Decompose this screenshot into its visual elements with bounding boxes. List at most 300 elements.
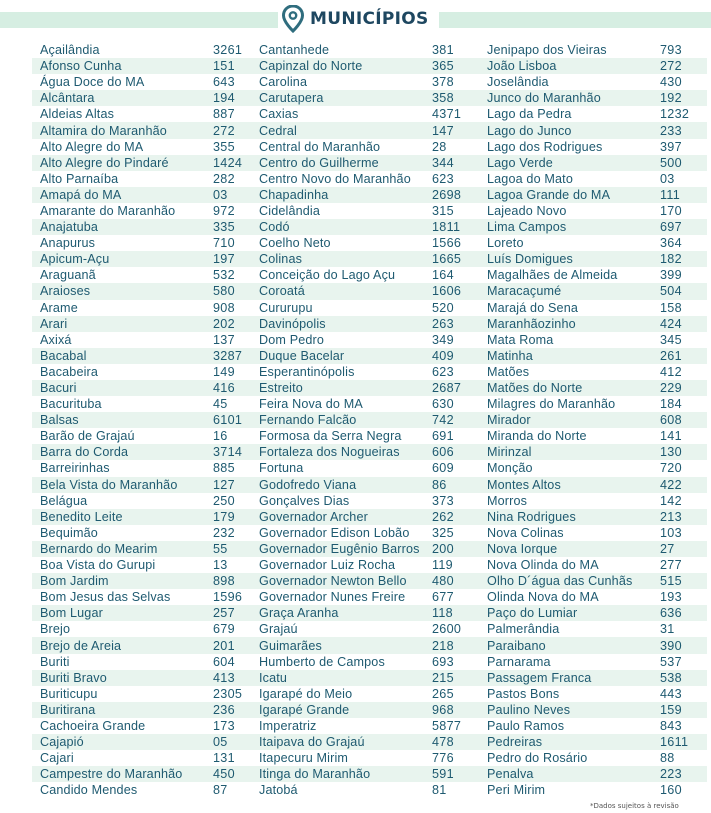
- municipality-name: Olinda Nova do MA: [487, 590, 599, 605]
- municipality-name: Alto Alegre do MA: [40, 139, 144, 154]
- municipality-name: Igarapé Grande: [259, 702, 350, 717]
- municipality-value: 609: [432, 461, 454, 476]
- municipality-row: [32, 702, 260, 718]
- municipality-value: 200: [432, 541, 454, 556]
- municipality-name: Jenipapo dos Vieiras: [487, 43, 607, 58]
- municipality-row: [479, 654, 707, 670]
- municipality-value: 119: [432, 558, 453, 573]
- municipality-name: Icatu: [259, 670, 288, 685]
- municipality-name: Lagoa Grande do MA: [487, 187, 611, 202]
- municipality-value: 710: [213, 236, 235, 251]
- municipality-value: 223: [660, 767, 682, 782]
- municipality-value: 160: [660, 783, 682, 798]
- municipality-row: [479, 509, 707, 525]
- municipality-name: Matões: [487, 364, 530, 379]
- municipality-name: Governador Luiz Rocha: [259, 558, 396, 573]
- municipality-row: [32, 509, 260, 525]
- municipality-row: [251, 718, 479, 734]
- municipality-name: Benedito Leite: [40, 509, 123, 524]
- municipality-value: 194: [213, 91, 235, 106]
- municipality-row: [32, 139, 260, 155]
- municipality-value: 345: [660, 332, 682, 347]
- municipality-row: [479, 573, 707, 589]
- municipality-row: [251, 702, 479, 718]
- municipality-row: [32, 670, 260, 686]
- municipality-value: 887: [213, 107, 235, 122]
- municipality-value: 355: [213, 139, 235, 154]
- municipality-name: Lima Campos: [487, 220, 567, 235]
- municipality-name: Centro Novo do Maranhão: [259, 171, 411, 186]
- municipality-row: [251, 782, 479, 798]
- municipality-name: Marajá do Sena: [487, 300, 579, 315]
- municipality-row: [479, 316, 707, 332]
- municipality-value: 261: [660, 348, 682, 363]
- municipality-value: 3714: [213, 445, 243, 460]
- municipality-row: [251, 637, 479, 653]
- municipality-name: Milagres do Maranhão: [487, 397, 616, 412]
- municipality-row: [251, 203, 479, 219]
- municipality-name: Bacurituba: [40, 397, 102, 412]
- municipality-row: [32, 42, 260, 58]
- municipality-value: 908: [213, 300, 235, 315]
- municipality-name: Buritirana: [40, 702, 96, 717]
- municipality-value: 1665: [432, 252, 462, 267]
- municipality-name: Axixá: [40, 332, 72, 347]
- municipality-name: Miranda do Norte: [487, 429, 587, 444]
- municipality-row: [32, 557, 260, 573]
- municipality-value: 315: [432, 203, 454, 218]
- municipality-name: Coelho Neto: [259, 236, 331, 251]
- municipality-value: 580: [213, 284, 235, 299]
- municipality-value: 390: [660, 638, 682, 653]
- municipality-name: João Lisboa: [487, 59, 557, 74]
- municipality-name: Codó: [259, 220, 290, 235]
- municipality-row: [479, 300, 707, 316]
- municipality-row: [251, 187, 479, 203]
- municipality-row: [479, 283, 707, 299]
- municipality-value: 55: [213, 541, 228, 556]
- municipality-value: 31: [660, 622, 675, 637]
- municipality-value: 504: [660, 284, 682, 299]
- municipality-value: 147: [432, 123, 454, 138]
- municipality-value: 87: [213, 783, 228, 798]
- municipality-name: Carolina: [259, 75, 308, 90]
- municipality-row: [251, 477, 479, 493]
- municipality-row: [32, 525, 260, 541]
- municipality-value: 4371: [432, 107, 462, 122]
- municipality-value: 1596: [213, 590, 243, 605]
- municipality-value: 636: [660, 606, 682, 621]
- municipality-row: [251, 251, 479, 267]
- municipality-name: Aldeias Altas: [40, 107, 115, 122]
- municipality-value: 1611: [660, 735, 689, 750]
- municipality-value: 378: [432, 75, 454, 90]
- municipality-row: [251, 106, 479, 122]
- municipality-name: Lago dos Rodrigues: [487, 139, 603, 154]
- municipality-row: [251, 541, 479, 557]
- municipality-name: Loreto: [487, 236, 524, 251]
- municipality-row: [479, 155, 707, 171]
- municipality-value: 381: [432, 43, 454, 58]
- municipality-value: 88: [660, 751, 675, 766]
- municipality-name: Junco do Maranhão: [487, 91, 601, 106]
- municipality-name: Grajaú: [259, 622, 298, 637]
- municipality-name: Buriti: [40, 654, 70, 669]
- municipality-name: Caxias: [259, 107, 299, 122]
- municipality-name: Bacabeira: [40, 364, 99, 379]
- municipality-row: [479, 766, 707, 782]
- municipality-row: [251, 90, 479, 106]
- municipality-row: [32, 621, 260, 637]
- municipality-name: Feira Nova do MA: [259, 397, 363, 412]
- municipality-value: 691: [432, 429, 454, 444]
- municipality-row: [32, 605, 260, 621]
- municipality-value: 272: [660, 59, 682, 74]
- municipality-value: 409: [432, 348, 454, 363]
- municipality-name: Palmerândia: [487, 622, 560, 637]
- municipality-row: [32, 460, 260, 476]
- municipality-name: Formosa da Serra Negra: [259, 429, 402, 444]
- footnote: *Dados sujeitos à revisão: [590, 802, 679, 810]
- municipality-row: [32, 718, 260, 734]
- municipality-row: [251, 605, 479, 621]
- municipality-value: 03: [660, 171, 675, 186]
- municipality-value: 179: [213, 509, 235, 524]
- municipality-row: [479, 670, 707, 686]
- municipality-name: Brejo de Areia: [40, 638, 122, 653]
- municipality-name: Itapecuru Mirim: [259, 751, 349, 766]
- municipality-name: Montes Altos: [487, 477, 561, 492]
- municipality-row: [32, 235, 260, 251]
- municipality-row: [32, 106, 260, 122]
- municipality-name: Bacabal: [40, 348, 87, 363]
- municipality-name: Dom Pedro: [259, 332, 325, 347]
- municipality-row: [479, 589, 707, 605]
- municipality-name: Esperantinópolis: [259, 364, 355, 379]
- municipality-name: Penalva: [487, 767, 534, 782]
- municipality-row: [251, 686, 479, 702]
- municipality-row: [479, 171, 707, 187]
- municipality-name: Bom Jardim: [40, 574, 109, 589]
- municipality-name: Duque Bacelar: [259, 348, 345, 363]
- municipality-row: [32, 90, 260, 106]
- municipality-value: 2698: [432, 187, 462, 202]
- municipality-name: Igarapé do Meio: [259, 686, 353, 701]
- municipality-value: 197: [213, 252, 235, 267]
- municipality-row: [479, 444, 707, 460]
- municipality-value: 184: [660, 397, 682, 412]
- municipality-value: 843: [660, 718, 682, 733]
- municipality-name: Itaipava do Grajaú: [259, 735, 365, 750]
- municipality-value: 538: [660, 670, 682, 685]
- municipality-value: 520: [432, 300, 454, 315]
- municipality-value: 416: [213, 381, 235, 396]
- municipality-name: Cachoeira Grande: [40, 718, 146, 733]
- municipality-value: 358: [432, 91, 454, 106]
- municipality-value: 608: [660, 413, 682, 428]
- municipality-value: 422: [660, 477, 682, 492]
- municipality-row: [251, 589, 479, 605]
- municipality-name: Balsas: [40, 413, 79, 428]
- municipality-name: Paraibano: [487, 638, 546, 653]
- municipality-row: [251, 283, 479, 299]
- municipality-value: 2600: [432, 622, 462, 637]
- municipality-value: 515: [660, 574, 682, 589]
- municipality-name: Amarante do Maranhão: [40, 203, 176, 218]
- municipality-name: Paulo Ramos: [487, 718, 565, 733]
- municipality-row: [251, 428, 479, 444]
- municipality-value: 250: [213, 493, 235, 508]
- municipality-row: [479, 219, 707, 235]
- municipality-name: Governador Newton Bello: [259, 574, 407, 589]
- municipality-name: Cajari: [40, 751, 74, 766]
- municipality-value: 720: [660, 461, 682, 476]
- municipality-name: Campestre do Maranhão: [40, 767, 183, 782]
- municipality-value: 1606: [432, 284, 462, 299]
- municipality-value: 679: [213, 622, 235, 637]
- municipality-name: Araioses: [40, 284, 91, 299]
- municipality-value: 131: [213, 751, 235, 766]
- municipality-value: 16: [213, 429, 228, 444]
- municipality-row: [251, 670, 479, 686]
- municipality-value: 215: [432, 670, 454, 685]
- municipality-name: Mirinzal: [487, 445, 532, 460]
- municipality-value: 424: [660, 316, 682, 331]
- municipality-name: Humberto de Campos: [259, 654, 385, 669]
- municipality-row: [251, 300, 479, 316]
- municipality-name: Mata Roma: [487, 332, 554, 347]
- municipality-column-2: [251, 42, 479, 798]
- municipality-row: [32, 380, 260, 396]
- municipality-row: [32, 58, 260, 74]
- municipality-row: [479, 686, 707, 702]
- municipality-name: Chapadinha: [259, 187, 329, 202]
- municipality-row: [32, 766, 260, 782]
- municipality-name: Guimarães: [259, 638, 322, 653]
- municipality-value: 677: [432, 590, 454, 605]
- municipality-value: 364: [660, 236, 682, 251]
- municipality-row: [32, 782, 260, 798]
- municipality-name: Nova Olinda do MA: [487, 558, 599, 573]
- municipality-row: [32, 493, 260, 509]
- municipality-name: Olho D´água das Cunhãs: [487, 574, 633, 589]
- municipality-value: 412: [660, 364, 682, 379]
- municipality-name: Pedro do Rosário: [487, 751, 588, 766]
- municipality-name: Imperatriz: [259, 718, 317, 733]
- municipality-row: [251, 219, 479, 235]
- municipality-name: Colinas: [259, 252, 303, 267]
- municipality-row: [32, 171, 260, 187]
- map-pin-icon: [282, 5, 304, 33]
- municipality-row: [479, 187, 707, 203]
- municipality-name: Lajeado Novo: [487, 203, 567, 218]
- municipality-row: [32, 300, 260, 316]
- municipality-row: [479, 718, 707, 734]
- municipality-name: Nova Iorque: [487, 541, 558, 556]
- municipality-value: 141: [660, 429, 682, 444]
- municipality-value: 604: [213, 654, 235, 669]
- municipality-name: Luís Domigues: [487, 252, 573, 267]
- municipality-row: [32, 187, 260, 203]
- municipality-value: 623: [432, 171, 454, 186]
- municipality-value: 443: [660, 686, 682, 701]
- municipality-name: Boa Vista do Gurupi: [40, 558, 156, 573]
- municipality-row: [32, 654, 260, 670]
- municipality-row: [251, 171, 479, 187]
- municipality-row: [479, 42, 707, 58]
- municipality-row: [251, 493, 479, 509]
- municipality-row: [251, 139, 479, 155]
- municipality-name: Carutapera: [259, 91, 324, 106]
- municipality-row: [32, 348, 260, 364]
- municipality-row: [251, 58, 479, 74]
- municipality-name: Cajapió: [40, 735, 84, 750]
- municipality-row: [479, 74, 707, 90]
- municipality-name: Fortaleza dos Nogueiras: [259, 445, 400, 460]
- municipality-row: [251, 348, 479, 364]
- municipality-name: Buriti Bravo: [40, 670, 107, 685]
- municipality-value: 450: [213, 767, 235, 782]
- municipality-value: 413: [213, 670, 235, 685]
- municipality-value: 1232: [660, 107, 690, 122]
- municipality-value: 111: [660, 187, 681, 202]
- municipality-column-3: [479, 42, 707, 798]
- municipality-row: [251, 155, 479, 171]
- header-title-group: [278, 2, 439, 36]
- municipality-row: [479, 364, 707, 380]
- municipality-row: [251, 332, 479, 348]
- municipality-row: [479, 605, 707, 621]
- municipality-value: 158: [660, 300, 682, 315]
- municipality-row: [32, 332, 260, 348]
- municipality-value: 1424: [213, 155, 243, 170]
- municipality-value: 344: [432, 155, 454, 170]
- municipality-row: [32, 203, 260, 219]
- municipality-row: [479, 428, 707, 444]
- municipality-name: Passagem Franca: [487, 670, 592, 685]
- municipality-row: [479, 235, 707, 251]
- municipality-value: 623: [432, 364, 454, 379]
- municipality-row: [32, 686, 260, 702]
- municipality-name: Coroatá: [259, 284, 305, 299]
- municipality-value: 118: [432, 606, 453, 621]
- municipality-row: [32, 589, 260, 605]
- municipality-name: Jatobá: [259, 783, 298, 798]
- municipality-row: [251, 364, 479, 380]
- municipality-name: Centro do Guilherme: [259, 155, 379, 170]
- municipality-value: 263: [432, 316, 454, 331]
- municipality-value: 537: [660, 654, 682, 669]
- municipality-name: Água Doce do MA: [40, 75, 145, 90]
- municipality-name: Buriticupu: [40, 686, 98, 701]
- municipality-row: [251, 267, 479, 283]
- municipality-name: Peri Mirim: [487, 783, 546, 798]
- municipality-value: 86: [432, 477, 447, 492]
- municipality-row: [251, 316, 479, 332]
- municipality-value: 500: [660, 155, 682, 170]
- municipality-row: [479, 637, 707, 653]
- municipality-row: [479, 460, 707, 476]
- municipality-name: Lagoa do Mato: [487, 171, 573, 186]
- municipality-name: Araguanã: [40, 268, 96, 283]
- municipality-row: [479, 525, 707, 541]
- municipality-name: Bequimão: [40, 525, 98, 540]
- municipality-name: Pastos Bons: [487, 686, 560, 701]
- municipality-name: Cururupu: [259, 300, 313, 315]
- municipality-row: [479, 267, 707, 283]
- municipality-value: 151: [213, 59, 235, 74]
- municipality-row: [32, 267, 260, 283]
- municipality-row: [251, 557, 479, 573]
- municipality-row: [251, 42, 479, 58]
- municipality-value: 1811: [432, 220, 461, 235]
- municipality-row: [251, 460, 479, 476]
- municipality-name: Belágua: [40, 493, 88, 508]
- municipality-name: Matinha: [487, 348, 533, 363]
- municipality-value: 233: [660, 123, 682, 138]
- municipality-value: 373: [432, 493, 454, 508]
- municipality-name: Amapá do MA: [40, 187, 122, 202]
- municipality-value: 173: [213, 718, 235, 733]
- municipality-name: Brejo: [40, 622, 71, 637]
- municipality-name: Bacuri: [40, 381, 77, 396]
- municipality-value: 130: [660, 445, 682, 460]
- municipality-value: 972: [213, 203, 235, 218]
- municipality-name: Conceição do Lago Açu: [259, 268, 396, 283]
- municipality-name: Estreito: [259, 381, 303, 396]
- municipality-row: [479, 396, 707, 412]
- municipality-row: [479, 58, 707, 74]
- municipality-row: [251, 122, 479, 138]
- municipality-name: Godofredo Viana: [259, 477, 357, 492]
- municipality-row: [479, 122, 707, 138]
- page-title: MUNICÍPIOS: [310, 9, 429, 29]
- municipality-row: [251, 573, 479, 589]
- municipality-name: Matões do Norte: [487, 381, 583, 396]
- municipality-value: 480: [432, 574, 454, 589]
- municipality-row: [251, 766, 479, 782]
- municipality-row: [32, 444, 260, 460]
- municipality-value: 3261: [213, 43, 243, 58]
- municipality-name: Barra do Corda: [40, 445, 129, 460]
- municipality-name: Morros: [487, 493, 528, 508]
- municipality-name: Bernardo do Mearim: [40, 541, 158, 556]
- municipality-row: [251, 654, 479, 670]
- municipality-value: 606: [432, 445, 454, 460]
- municipality-row: [479, 90, 707, 106]
- municipality-value: 45: [213, 397, 228, 412]
- municipality-value: 182: [660, 252, 682, 267]
- municipality-row: [479, 702, 707, 718]
- municipality-row: [479, 782, 707, 798]
- municipality-name: Altamira do Maranhão: [40, 123, 167, 138]
- municipality-row: [32, 428, 260, 444]
- municipality-name: Anajatuba: [40, 220, 99, 235]
- municipality-value: 149: [213, 364, 235, 379]
- municipality-name: Paço do Lumiar: [487, 606, 578, 621]
- municipality-row: [32, 573, 260, 589]
- municipality-row: [32, 750, 260, 766]
- municipality-name: Candido Mendes: [40, 783, 138, 798]
- municipality-name: Graça Aranha: [259, 606, 339, 621]
- municipality-name: Cantanhede: [259, 43, 330, 58]
- municipality-name: Anapurus: [40, 236, 96, 251]
- municipality-value: 193: [660, 590, 682, 605]
- municipality-name: Bela Vista do Maranhão: [40, 477, 178, 492]
- municipality-value: 192: [660, 91, 682, 106]
- municipality-value: 201: [213, 638, 235, 653]
- municipality-row: [479, 541, 707, 557]
